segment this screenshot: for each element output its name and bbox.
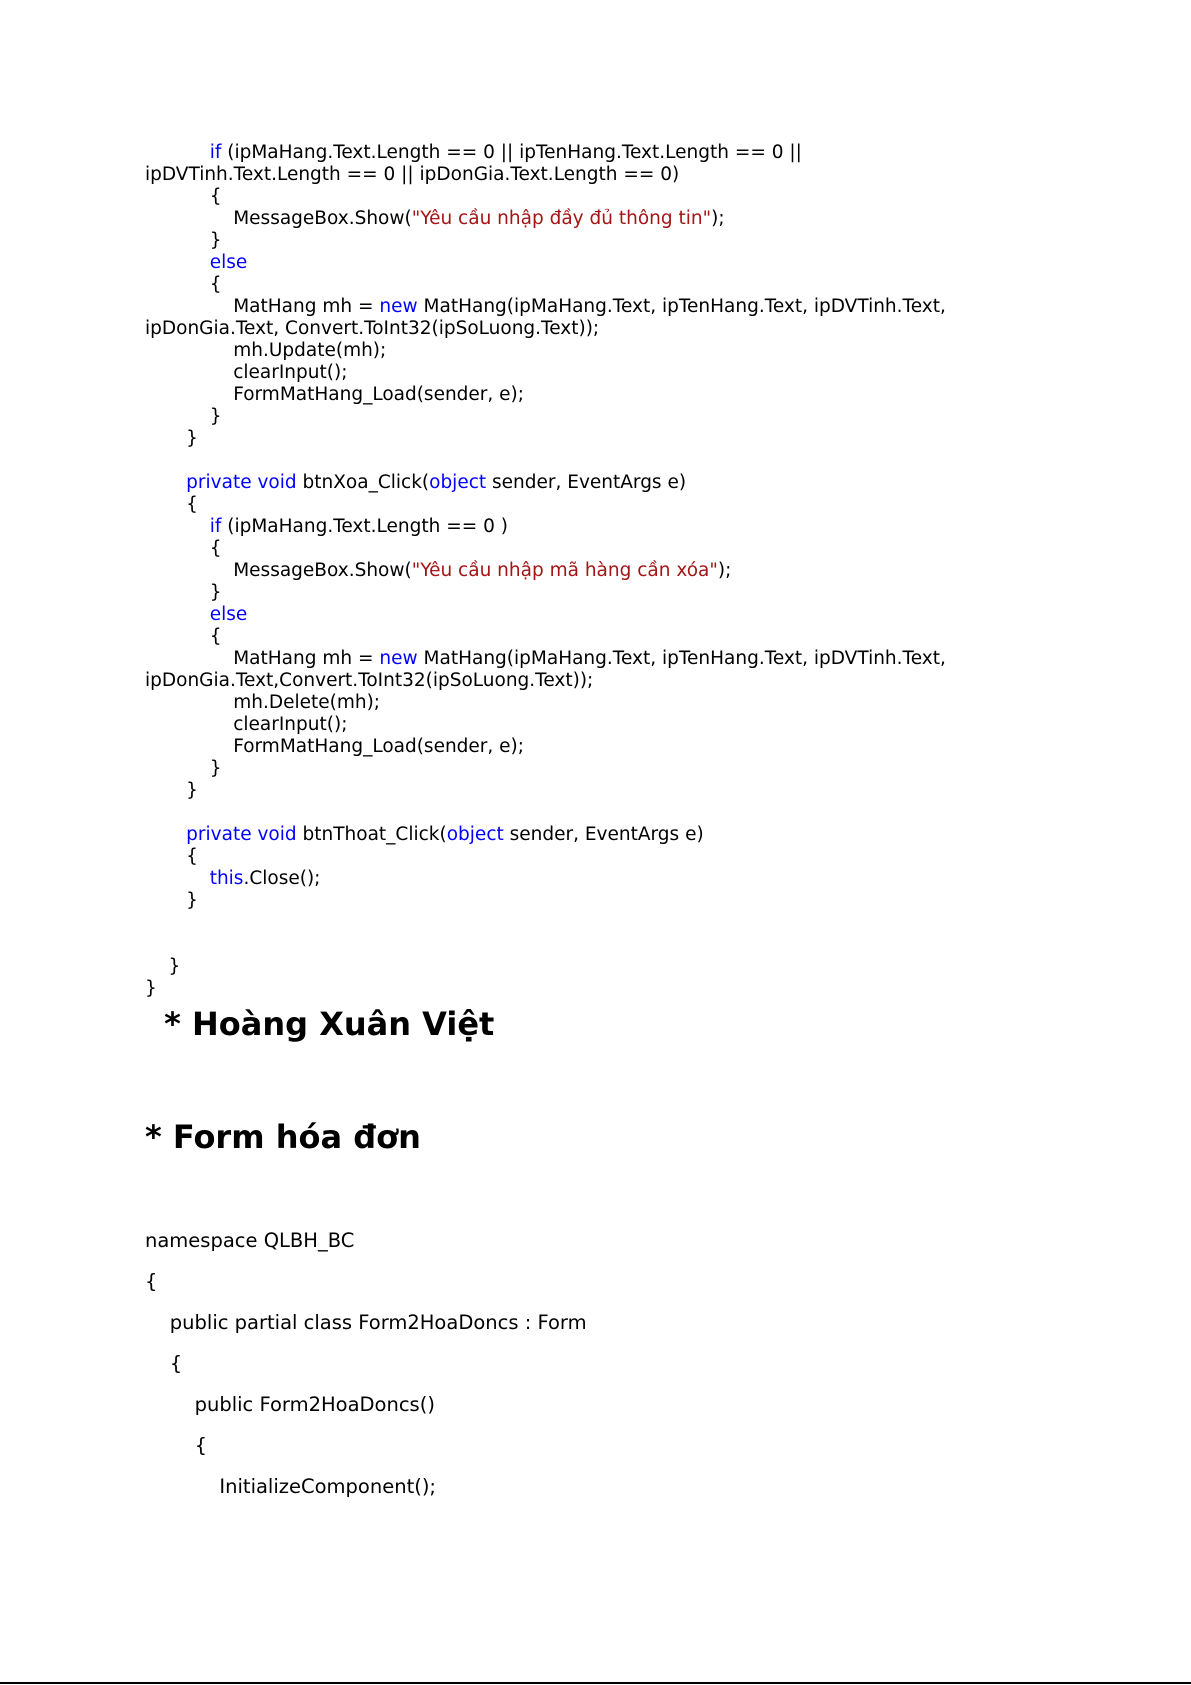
code-token: } [145, 978, 157, 999]
code-token: { [209, 274, 222, 295]
code-line [145, 362, 1105, 384]
code-line [145, 164, 1105, 186]
code-token: btnXoa_Click( [296, 472, 430, 493]
code-line [145, 670, 1105, 692]
code-token: mh.Delete(mh); [233, 692, 381, 713]
form-code-text: { [145, 1270, 158, 1293]
code-line [145, 780, 1105, 802]
code-token: FormMatHang_Load(sender, e); [233, 384, 525, 405]
code-token: } [209, 582, 222, 603]
code-token: .Close(); [243, 868, 321, 889]
page-bottom-rule [0, 1682, 1191, 1684]
code-line [145, 208, 1105, 230]
code-keyword: this [209, 868, 244, 889]
code-blank-line [145, 450, 1105, 472]
author-heading: * Hoàng Xuân Việt [153, 1005, 495, 1043]
code-line [145, 846, 1105, 868]
code-line [145, 428, 1105, 450]
code-keyword: object [446, 824, 504, 845]
code-line [145, 252, 1105, 274]
code-continuation-block [145, 142, 1105, 1000]
code-token: sender, EventArgs e) [503, 824, 704, 845]
code-line [145, 604, 1105, 626]
code-line [145, 230, 1105, 252]
code-line [145, 384, 1105, 406]
code-line [145, 538, 1105, 560]
code-token: FormMatHang_Load(sender, e); [233, 736, 525, 757]
code-token: ipDonGia.Text, Convert.ToInt32(ipSoLuong.Text)); [145, 318, 600, 339]
code-line [145, 318, 1105, 340]
code-token: } [209, 758, 222, 779]
code-token: { [186, 846, 198, 867]
code-keyword: if [209, 142, 222, 163]
form-code-line [145, 1433, 587, 1474]
code-token: mh.Update(mh); [233, 340, 387, 361]
code-line [145, 582, 1105, 604]
code-token: clearInput(); [233, 714, 348, 735]
code-line [145, 494, 1105, 516]
code-keyword: private [186, 824, 252, 845]
code-token: btnThoat_Click( [296, 824, 447, 845]
code-token: } [186, 890, 198, 911]
code-keyword: else [209, 604, 248, 625]
code-string: "Yêu cầu nhập đầy đủ thông tin" [411, 208, 712, 229]
code-blank-line [145, 912, 1105, 956]
form-code-line [145, 1392, 587, 1433]
form-code-text: { [194, 1434, 208, 1457]
code-line [145, 890, 1105, 912]
form-code-text: namespace QLBH_BC [145, 1229, 355, 1252]
code-line [145, 978, 1105, 1000]
code-keyword: new [379, 296, 418, 317]
code-keyword: else [209, 252, 248, 273]
code-token: clearInput(); [233, 362, 348, 383]
code-token: MessageBox.Show( [233, 208, 412, 229]
code-line [145, 736, 1105, 758]
code-line [145, 824, 1105, 846]
code-keyword: object [429, 472, 487, 493]
code-token: ipDonGia.Text,Convert.ToInt32(ipSoLuong.Text)); [145, 670, 594, 691]
code-token: { [186, 494, 198, 515]
code-line [145, 472, 1105, 494]
form-code-text: public Form2HoaDoncs() [194, 1393, 435, 1416]
code-token: { [209, 186, 222, 207]
code-line [145, 340, 1105, 362]
code-keyword: new [379, 648, 418, 669]
code-blank-line [145, 802, 1105, 824]
code-token: sender, EventArgs e) [486, 472, 687, 493]
code-string: "Yêu cầu nhập mã hàng cần xóa" [411, 560, 718, 581]
code-token: MessageBox.Show( [233, 560, 412, 581]
code-keyword: void [257, 824, 297, 845]
code-token: } [209, 230, 222, 251]
code-token: } [168, 956, 181, 977]
form-code-text: InitializeComponent(); [219, 1475, 436, 1498]
code-keyword: private [186, 472, 252, 493]
code-keyword: void [257, 472, 297, 493]
form-code-line [145, 1269, 587, 1310]
code-line [145, 868, 1105, 890]
code-token: (ipMaHang.Text.Length == 0 ) [221, 516, 508, 537]
code-keyword: if [209, 516, 222, 537]
code-token: } [186, 780, 198, 801]
code-token: MatHang(ipMaHang.Text, ipTenHang.Text, ipDVTinh.Text, [417, 296, 946, 317]
code-token: MatHang mh = [233, 648, 380, 669]
form-code-line [145, 1351, 587, 1392]
code-line [145, 274, 1105, 296]
form-code-text: public partial class Form2HoaDoncs : Form [169, 1311, 587, 1334]
code-line [145, 758, 1105, 780]
code-line [145, 142, 1105, 164]
code-token: ); [717, 560, 732, 581]
code-line [145, 406, 1105, 428]
form-code-block [145, 1228, 587, 1515]
code-token: } [186, 428, 198, 449]
code-line [145, 186, 1105, 208]
code-line [145, 516, 1105, 538]
code-line [145, 626, 1105, 648]
code-token: ); [711, 208, 725, 229]
code-line [145, 560, 1105, 582]
code-line [145, 956, 1105, 978]
code-token: ipDVTinh.Text.Length == 0 || ipDonGia.Text.Length == 0) [145, 164, 680, 185]
code-line [145, 692, 1105, 714]
form-code-text: { [169, 1352, 183, 1375]
code-token: MatHang mh = [233, 296, 380, 317]
code-line [145, 648, 1105, 670]
code-token: { [209, 626, 222, 647]
form-code-line [145, 1228, 587, 1269]
code-line [145, 296, 1105, 318]
form-code-line [145, 1310, 587, 1351]
code-token: { [209, 538, 222, 559]
code-token: } [209, 406, 222, 427]
code-token: (ipMaHang.Text.Length == 0 || ipTenHang.Text.Length == 0 || [221, 142, 802, 163]
form-code-line [145, 1474, 587, 1515]
section-heading: * Form hóa đơn [145, 1118, 421, 1156]
code-line [145, 714, 1105, 736]
code-token: MatHang(ipMaHang.Text, ipTenHang.Text, ipDVTinh.Text, [417, 648, 946, 669]
